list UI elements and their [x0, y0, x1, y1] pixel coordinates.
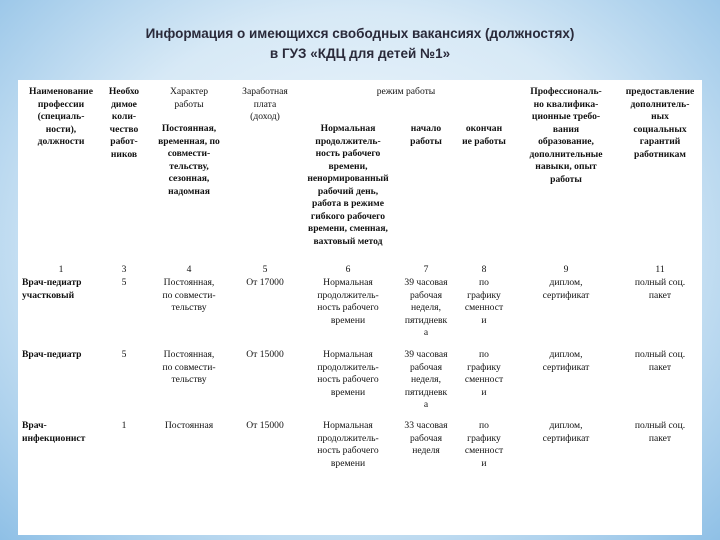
cell-end	[454, 349, 514, 399]
cell-line: рабочая	[410, 289, 442, 301]
cell-line: пятидневк	[404, 314, 448, 326]
cell-qualification	[514, 420, 618, 445]
column-number: 3	[121, 264, 127, 275]
header-line: работы	[410, 135, 442, 147]
header-character	[146, 86, 232, 111]
cell-needed: 5	[121, 277, 127, 288]
header-mode-normal	[300, 123, 396, 248]
cell-line: по	[479, 349, 489, 360]
cell-line: диплом,	[549, 349, 583, 360]
cell-line: и	[481, 314, 487, 326]
cell-line: графику	[467, 432, 501, 444]
header-line: ности),	[45, 123, 77, 135]
cell-line: Врач-	[22, 420, 47, 431]
cell-line: рабочая	[410, 361, 442, 373]
header-line: вания	[552, 123, 580, 135]
cell-qualification	[514, 349, 618, 374]
cell-line: и	[481, 457, 487, 469]
header-line: профессии	[37, 98, 85, 110]
header-line: навыки, опыт	[535, 161, 597, 172]
cell-line: неделя,	[410, 302, 441, 313]
cell-line: сертификат	[542, 289, 590, 301]
header-line: рабочий день,	[317, 185, 379, 197]
header-line: работы	[174, 98, 204, 110]
header-line: плата	[253, 98, 277, 110]
cell-line: Постоянная,	[163, 349, 215, 360]
header-line: должности	[37, 136, 85, 147]
cell-line: Нормальная	[323, 277, 373, 288]
cell-profession	[22, 277, 104, 302]
cell-line: тельству	[171, 374, 207, 385]
header-line: предоставление	[625, 86, 695, 97]
cell-guarantees	[618, 349, 702, 374]
header-line: ников	[110, 148, 138, 160]
header-profession	[20, 86, 102, 149]
header-line: надомная	[168, 185, 210, 197]
cell-line: неделя	[412, 445, 440, 456]
cell-mode	[300, 349, 396, 399]
cell-end	[454, 277, 514, 327]
cell-salary: От 15000	[246, 349, 284, 360]
cell-line: неделя,	[410, 374, 441, 385]
header-line: гарантий	[639, 136, 681, 147]
header-line: работы	[550, 173, 582, 185]
header-line: Заработная	[242, 86, 288, 97]
cell-line: Нормальная	[323, 420, 373, 431]
column-number: 1	[58, 264, 64, 275]
cell-line: диплом,	[549, 420, 583, 431]
header-character-sub	[146, 123, 232, 198]
cell-line: времени	[330, 314, 366, 326]
header-line: времени,	[328, 160, 368, 172]
cell-line: сертификат	[542, 432, 590, 444]
header-line: работникам	[634, 148, 686, 160]
header-line: ность рабочего	[315, 148, 381, 159]
cell-character	[146, 349, 232, 387]
header-end	[454, 123, 514, 148]
cell-line: инфекционист	[22, 432, 86, 444]
cell-needed: 5	[121, 349, 127, 360]
cell-line: рабочая	[410, 432, 442, 444]
header-line: ненормированный	[307, 173, 389, 184]
cell-line: ность рабочего	[317, 374, 379, 385]
cell-line: Врач-педиатр	[22, 277, 82, 288]
cell-line: по совмести-	[162, 361, 216, 373]
page-title-line-2: в ГУЗ «КДЦ для детей №1»	[269, 46, 451, 61]
cell-line: Врач-педиатр	[22, 349, 82, 360]
header-line: образование,	[538, 136, 594, 147]
header-salary	[232, 86, 298, 124]
cell-line: продолжитель-	[317, 289, 379, 301]
header-line: сезонная,	[168, 173, 210, 184]
header-line: Нормальная	[320, 123, 376, 134]
cell-line: пакет	[648, 432, 672, 444]
header-line: Необхо	[108, 86, 140, 97]
cell-line: тельству	[171, 302, 207, 313]
header-line: Наименование	[29, 86, 93, 97]
cell-character	[146, 277, 232, 315]
cell-start	[398, 277, 454, 340]
cell-line: 39 часовая	[404, 349, 448, 360]
cell-line: времени	[330, 386, 366, 398]
header-line: Постоянная,	[161, 123, 217, 134]
cell-character	[146, 420, 232, 433]
header-line: времени, сменная,	[308, 223, 388, 234]
header-line: совмести-	[167, 148, 211, 159]
header-line: коли-	[111, 111, 137, 122]
header-start	[398, 123, 454, 148]
column-number: 4	[186, 264, 192, 275]
cell-needed: 1	[121, 420, 127, 431]
cell-line: продолжитель-	[317, 361, 379, 373]
header-needed	[102, 86, 146, 161]
cell-line: времени	[330, 457, 366, 469]
cell-line: графику	[467, 361, 501, 373]
header-line: чество	[109, 123, 139, 135]
header-line: окончан	[465, 123, 503, 134]
cell-start	[398, 349, 454, 412]
cell-line: ность рабочего	[317, 445, 379, 456]
header-line: продолжитель-	[315, 135, 381, 147]
cell-line: пакет	[648, 361, 672, 373]
cell-line: Постоянная	[164, 420, 214, 431]
column-number: 5	[262, 264, 268, 275]
header-line: (специаль-	[37, 111, 85, 122]
cell-line: по	[479, 277, 489, 288]
cell-line: пакет	[648, 289, 672, 301]
header-guarantees	[618, 86, 702, 161]
cell-profession	[22, 420, 104, 445]
header-line: ие работы	[462, 135, 506, 147]
cell-line: пятидневк	[404, 386, 448, 398]
cell-line: по	[479, 420, 489, 431]
cell-qualification	[514, 277, 618, 302]
cell-line: участковый	[22, 289, 75, 301]
header-line: социальных	[633, 123, 687, 135]
cell-line: продолжитель-	[317, 432, 379, 444]
cell-mode	[300, 277, 396, 327]
column-number: 11	[655, 264, 665, 275]
cell-line: полный соц.	[634, 349, 686, 360]
cell-line: сменност	[464, 374, 504, 385]
header-line: вахтовый метод	[313, 235, 383, 247]
column-number: 8	[481, 264, 487, 275]
header-line: ных	[651, 111, 669, 122]
cell-salary: От 17000	[246, 277, 284, 288]
cell-line: полный соц.	[634, 420, 686, 431]
header-qualification	[514, 86, 618, 186]
cell-line: 33 часовая	[404, 420, 448, 431]
cell-profession	[22, 349, 104, 362]
cell-guarantees	[618, 277, 702, 302]
cell-line: сертификат	[542, 361, 590, 373]
header-line: работ-	[110, 136, 138, 147]
cell-line: Постоянная,	[163, 277, 215, 288]
cell-line: по совмести-	[162, 289, 216, 301]
header-line: дополнитель-	[630, 98, 690, 110]
header-line: временная, по	[158, 135, 220, 147]
page-title	[0, 24, 720, 64]
header-line: димое	[111, 98, 137, 110]
vacancies-table	[18, 80, 702, 535]
cell-line: диплом,	[549, 277, 583, 288]
header-line: Характер	[169, 86, 209, 97]
header-line: дополнительные	[529, 148, 603, 160]
cell-line: ность рабочего	[317, 302, 379, 313]
cell-mode	[300, 420, 396, 470]
header-line: ционные требо-	[531, 111, 601, 122]
header-line: гибкого рабочего	[310, 210, 386, 222]
header-line: работа в режиме	[312, 198, 384, 209]
header-mode: режим работы	[376, 86, 436, 97]
cell-line: 39 часовая	[404, 277, 448, 288]
header-line: Профессиональ-	[530, 86, 602, 97]
cell-guarantees	[618, 420, 702, 445]
column-number: 7	[423, 264, 429, 275]
page-title-line-1: Информация о имеющихся свободных вакансиях (должностях)	[145, 26, 575, 41]
cell-line: графику	[467, 289, 501, 301]
header-line: (доход)	[250, 111, 280, 122]
cell-start	[398, 420, 454, 458]
cell-line: сменност	[464, 302, 504, 313]
cell-line: и	[481, 386, 487, 398]
header-line: начало	[410, 123, 442, 134]
header-line: но квалифика-	[533, 98, 599, 110]
column-number: 6	[345, 264, 351, 275]
cell-line: а	[423, 399, 429, 410]
header-line: тельству,	[169, 160, 209, 172]
cell-salary: От 15000	[246, 420, 284, 431]
cell-line: полный соц.	[634, 277, 686, 288]
cell-line: а	[423, 327, 429, 338]
column-number: 9	[563, 264, 569, 275]
cell-line: Нормальная	[323, 349, 373, 360]
cell-line: сменност	[464, 445, 504, 456]
cell-end	[454, 420, 514, 470]
